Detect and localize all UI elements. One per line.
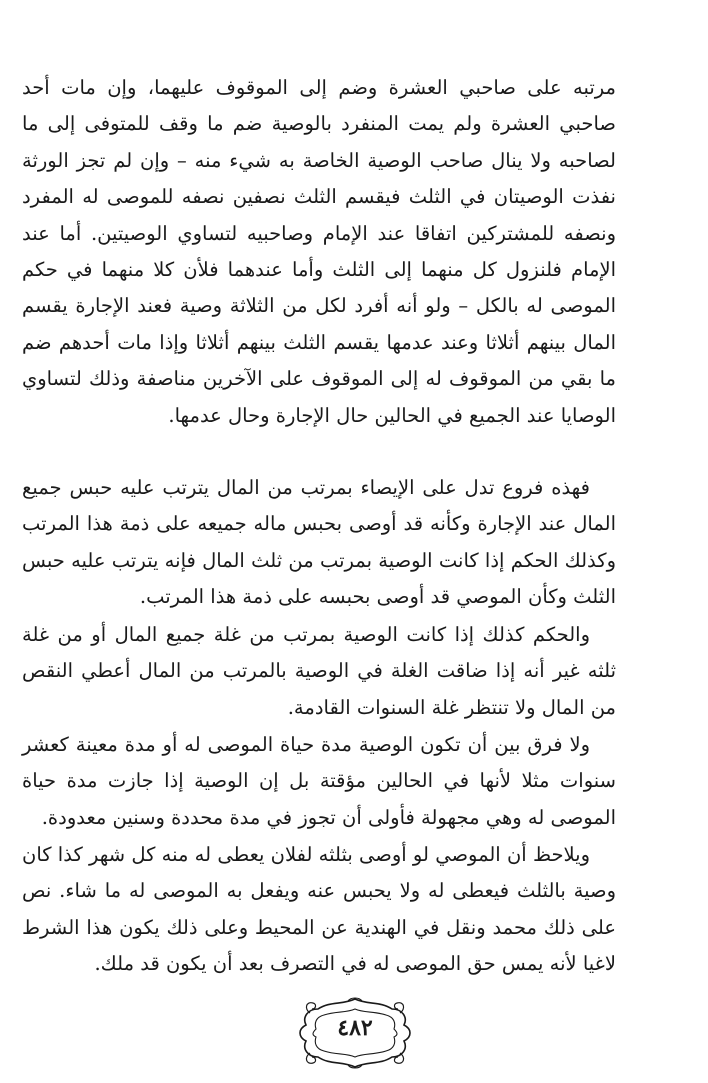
paragraph-text: مرتبه على صاحبي العشرة وضم إلى الموقوف عليهما، وإن مات أحد صاحبي العشرة ولم يمت المنفرد بالوصية ضم ما وقف للمتوفى إلى ما لصاحبه ولا ينال صاحب الوصية الخاصة به شيء منه – وإن لم تجز الورثة نفذت الوصيتان في الثلث فيقسم الثلث نصفين نصفه للموصى له المفرد ونصفه للمشتركين اتفاقا عند الإمام وصاحبيه لتساوي الوصيتين. أما عند الإمام فلنزول كل منهما إلى الثلث وأما عندهما فلأن كلا منهما في حكم الموصى له بالكل – ولو أنه أفرد لكل من الثلاثة وصية فعند الإجارة يقسم المال بينهم أثلاثا وعند عدمها يقسم الثلث بينهم أثلاثا وإذا مات أحدهم ضم ما بقي من الموقوف له إلى الموقوف على الآخرين مناصفة وذلك لتساوي الوصايا عند الجميع في الحالين حال الإجارة وحال عدمها. [22, 76, 616, 427]
paragraph-text: فهذه فروع تدل على الإيصاء بمرتب من المال يترتب عليه حبس جميع المال عند الإجارة وكأنه قد أوصى بحبس ماله جميعه على ذمة هذا المرتب وكذلك الحكم إذا كانت الوصية بمرتب من ثلث المال فإنه يترتب عليه حبس الثلث وكأن الموصي قد أوصى بحبسه على ذمة هذا المرتب. [22, 476, 616, 609]
page-number-frame [290, 995, 420, 1071]
paragraph-1 [22, 70, 616, 434]
paragraph-text: ويلاحظ أن الموصي لو أوصى بثلثه لفلان يعطى له منه كل شهر كذا كان وصية بالثلث فيعطى له ولا يحبس عنه ويفعل به الموصى له ما شاء. نص على ذلك محمد ونقل في الهندية عن المحيط وعلى ذلك يكون هذا الشرط لاغيا لأنه يمس حق الموصى له في التصرف بعد أن يكون قد ملك. [22, 843, 616, 976]
page-number: ٤٨٢ [337, 1015, 373, 1041]
paragraph-2 [22, 470, 616, 616]
paragraph-text: والحكم كذلك إذا كانت الوصية بمرتب من غلة جميع المال أو من غلة ثلثه غير أنه إذا ضاقت الغلة في الوصية بالمرتب من المال أعطي النقص من المال ولا تنتظر غلة السنوات القادمة. [22, 623, 616, 719]
paragraph-text: ولا فرق بين أن تكون الوصية مدة حياة الموصى له أو مدة معينة كعشر سنوات مثلا لأنها في الحالين مؤقتة بل إن الوصية إذا جازت مدة حياة الموصى له وهي مجهولة فأولى أن تجوز في مدة محددة وسنين معدودة. [22, 733, 616, 829]
paragraph-5 [22, 837, 616, 983]
paragraph-3 [22, 617, 616, 726]
paragraph-4 [22, 727, 616, 836]
